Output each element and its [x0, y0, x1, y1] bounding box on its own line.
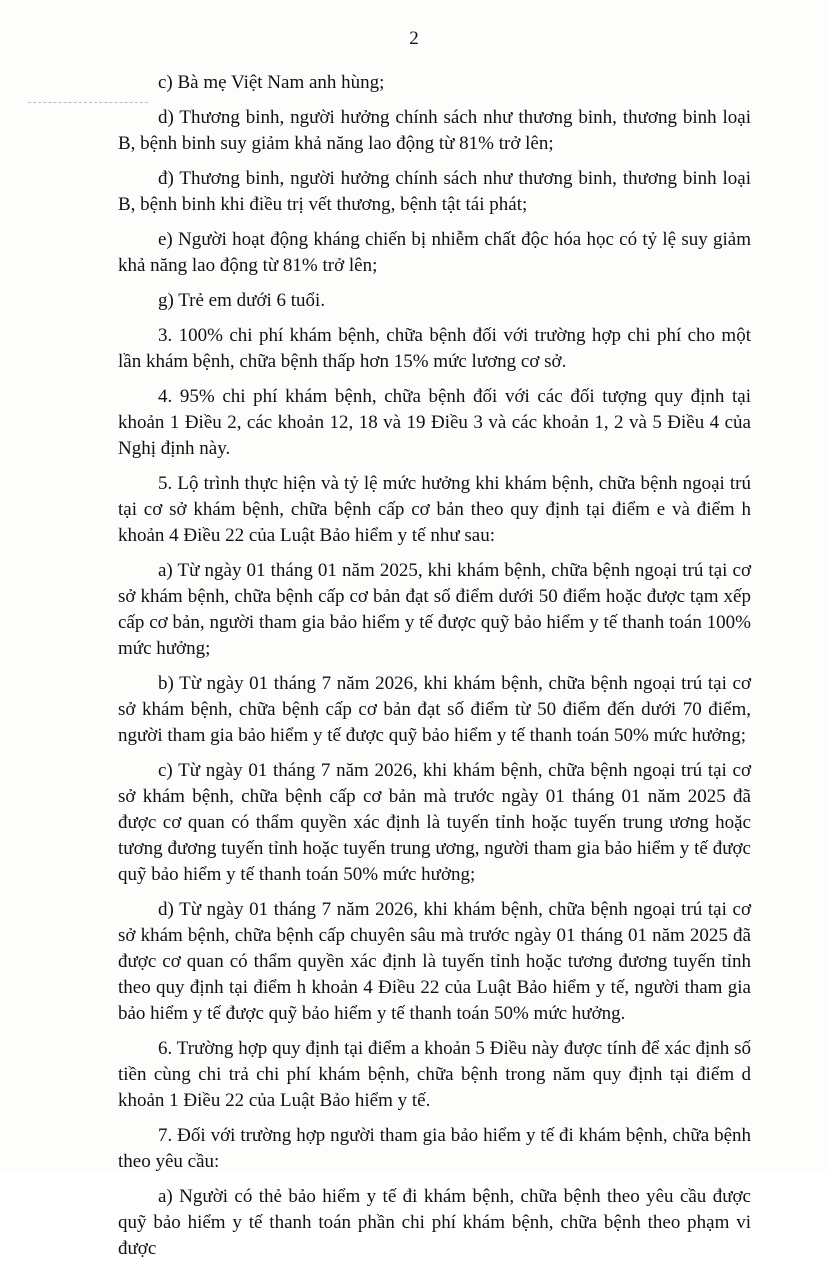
paragraph-clause-7: 7. Đối với trường hợp người tham gia bảo hiểm y tế đi khám bệnh, chữa bệnh theo yêu cầu: — [118, 1125, 751, 1172]
paragraph-item-g: g) Trẻ em dưới 6 tuổi. — [158, 290, 326, 311]
paragraph-clause-7a: a) Người có thẻ bảo hiểm y tế đi khám bệnh, chữa bệnh theo yêu cầu được quỹ bảo hiểm y tế thanh toán phần chi phí khám bệnh, chữa bệnh theo phạm vi được — [118, 1186, 751, 1259]
paragraph-clause-5b: b) Từ ngày 01 tháng 7 năm 2026, khi khám bệnh, chữa bệnh ngoại trú tại cơ sở khám bệnh, chữa bệnh cấp cơ bản đạt số điểm từ 50 điểm đến dưới 70 điểm, người tham gia bảo hiểm y tế được quỹ bảo hiểm y tế thanh toán 50% mức hưởng; — [118, 673, 751, 746]
paragraph-clause-4: 4. 95% chi phí khám bệnh, chữa bệnh đối với các đối tượng quy định tại khoản 1 Điều 2, các khoản 12, 18 và 19 Điều 3 và các khoản 1, 2 và 5 Điều 4 của Nghị định này. — [118, 386, 751, 459]
page-number: 2 — [409, 28, 419, 49]
paragraph-item-e: e) Người hoạt động kháng chiến bị nhiễm chất độc hóa học có tỷ lệ suy giảm khả năng lao động từ 81% trở lên; — [118, 229, 751, 276]
paragraph-item-dd: đ) Thương binh, người hưởng chính sách như thương binh, thương binh loại B, bệnh binh khi điều trị vết thương, bệnh tật tái phát; — [118, 168, 751, 215]
paragraph-clause-6: 6. Trường hợp quy định tại điểm a khoản 5 Điều này được tính để xác định số tiền cùng chi trả chi phí khám bệnh, chữa bệnh trong năm quy định tại điểm d khoản 1 Điều 22 của Luật Bảo hiểm y tế. — [118, 1038, 751, 1111]
paragraph-clause-5: 5. Lộ trình thực hiện và tỷ lệ mức hưởng khi khám bệnh, chữa bệnh ngoại trú tại cơ sở khám bệnh, chữa bệnh cấp cơ bản theo quy định tại điểm e và điểm h khoản 4 Điều 22 của Luật Bảo hiểm y tế như sau: — [118, 473, 751, 546]
paragraph-clause-5a: a) Từ ngày 01 tháng 01 năm 2025, khi khám bệnh, chữa bệnh ngoại trú tại cơ sở khám bệnh, chữa bệnh cấp cơ bản đạt số điểm dưới 50 điểm hoặc được tạm xếp cấp cơ bản, người tham gia bảo hiểm y tế được quỹ bảo hiểm y tế thanh toán 100% mức hưởng; — [118, 560, 751, 659]
document-body — [118, 70, 751, 1271]
paragraph-clause-5d: d) Từ ngày 01 tháng 7 năm 2026, khi khám bệnh, chữa bệnh ngoại trú tại cơ sở khám bệnh, chữa bệnh cấp chuyên sâu mà trước ngày 01 tháng 01 năm 2025 đã được cơ quan có thẩm quyền xác định là tuyến tỉnh hoặc tương đương tuyến tỉnh theo quy định tại điểm h khoản 4 Điều 22 của Luật Bảo hiểm y tế, người tham gia bảo hiểm y tế được quỹ bảo hiểm y tế thanh toán 50% mức hưởng. — [118, 899, 751, 1024]
paragraph-item-d: d) Thương binh, người hưởng chính sách như thương binh, thương binh loại B, bệnh binh suy giảm khả năng lao động từ 81% trở lên; — [118, 107, 751, 154]
paragraph-item-c: c) Bà mẹ Việt Nam anh hùng; — [158, 72, 385, 93]
paragraph-clause-5c: c) Từ ngày 01 tháng 7 năm 2026, khi khám bệnh, chữa bệnh ngoại trú tại cơ sở khám bệnh, chữa bệnh cấp cơ bản mà trước ngày 01 tháng 01 năm 2025 đã được cơ quan có thẩm quyền xác định là tuyến tỉnh hoặc tuyến trung ương hoặc tương đương tuyến tỉnh hoặc tuyến trung ương, người tham gia bảo hiểm y tế được quỹ bảo hiểm y tế thanh toán 50% mức hưởng; — [118, 760, 751, 885]
paragraph-clause-3: 3. 100% chi phí khám bệnh, chữa bệnh đối với trường hợp chi phí cho một lần khám bệnh, chữa bệnh thấp hơn 15% mức lương cơ sở. — [118, 325, 751, 372]
